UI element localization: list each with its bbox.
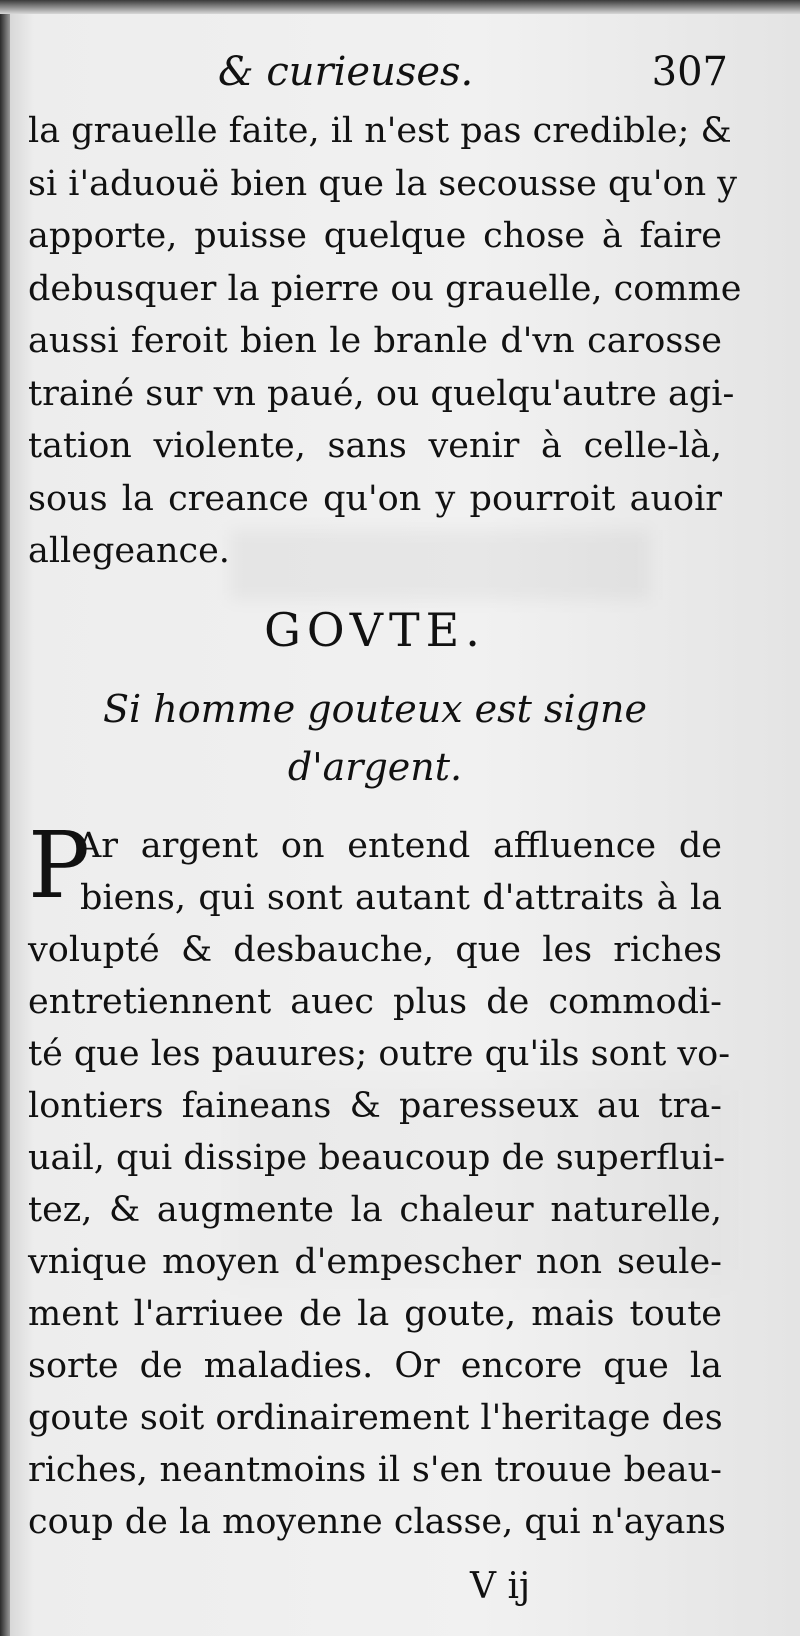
section-paragraph <box>28 812 731 1548</box>
text-line: entretiennent auec plus de commodi- <box>28 982 722 1022</box>
signature-mark: V ij <box>470 1566 531 1607</box>
page-top-shadow <box>0 0 800 14</box>
text-line: goute soit ordinairement l'heritage des <box>28 1398 723 1438</box>
text-line: coup de la moyenne classe, qui n'ayans <box>28 1502 726 1542</box>
text-line: allegeance. <box>28 531 230 571</box>
subtitle-line: d'argent. <box>287 745 463 789</box>
text-line: biens, qui sont autant d'attraits à la <box>80 878 722 918</box>
page-number: 307 <box>651 49 728 95</box>
text-line: Ar argent on entend affluence de <box>76 826 722 866</box>
continued-text <box>28 105 742 578</box>
text-line: ment l'arriuee de la goute, mais toute <box>28 1294 722 1334</box>
text-line: uail, qui dissipe beaucoup de superflui- <box>28 1138 726 1178</box>
section-heading: GOVTE. <box>264 603 486 657</box>
text-line: sorte de maladies. Or encore que la <box>28 1346 722 1386</box>
text-line: si i'aduouë bien que la secousse qu'on y <box>28 163 738 204</box>
page-spine-shadow <box>0 0 10 1636</box>
text-line: aussi feroit bien le branle d'vn carosse <box>28 321 722 361</box>
text-line: tation violente, sans venir à celle-là, <box>28 426 722 466</box>
text-line: trainé sur vn paué, ou quelqu'autre agi- <box>28 373 735 414</box>
drop-cap: P <box>28 812 90 919</box>
running-title: & curieuses. <box>218 49 474 95</box>
section-subtitle <box>28 680 722 796</box>
text-line: la grauelle faite, il n'est pas credible; & <box>28 111 732 151</box>
text-line: volupté & desbauche, que les riches <box>28 930 722 970</box>
text-line: tez, & augmente la chaleur naturelle, <box>28 1190 722 1230</box>
text-line: riches, neantmoins il s'en trouue beau- <box>28 1450 722 1490</box>
text-line: vnique moyen d'empescher non seule- <box>28 1242 722 1282</box>
subtitle-line: Si homme gouteux est signe <box>103 687 647 731</box>
text-line: lontiers faineans & paresseux au tra- <box>28 1086 722 1126</box>
text-line: té que les pauures; outre qu'ils sont vo- <box>28 1034 731 1074</box>
text-line: sous la creance qu'on y pourroit auoir <box>28 478 722 519</box>
page-header <box>28 44 728 100</box>
text-line: debusquer la pierre ou grauelle, comme <box>28 268 742 309</box>
text-line: apporte, puisse quelque chose à faire <box>28 216 722 256</box>
